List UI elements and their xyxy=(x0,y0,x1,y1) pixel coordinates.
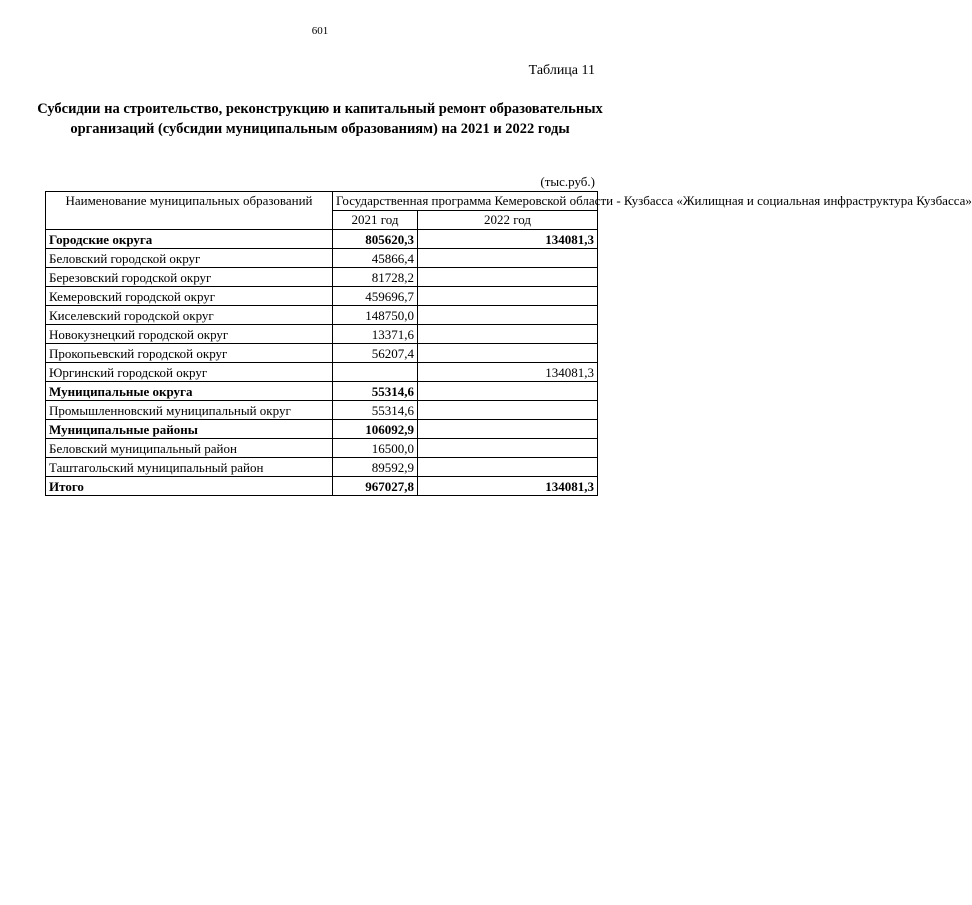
table-row xyxy=(46,344,598,363)
table-row xyxy=(46,306,598,325)
value-2021-cell: 55314,6 xyxy=(333,382,418,401)
municipality-name-cell: Новокузнецкий городской округ xyxy=(46,325,333,344)
municipality-name-cell: Муниципальные округа xyxy=(46,382,333,401)
page-title: Субсидии на строительство, реконструкцию и капитальный ремонт образовательных организаций (субсидии муниципальным образованиям) на 2021 и 2022 годы xyxy=(37,101,603,137)
value-2021-cell: 967027,8 xyxy=(333,477,418,496)
municipality-name-cell: Промышленновский муниципальный округ xyxy=(46,401,333,420)
value-2022-cell: 134081,3 xyxy=(418,363,598,382)
value-2022-cell: 134081,3 xyxy=(418,477,598,496)
table-row xyxy=(46,477,598,496)
value-2021-cell: 55314,6 xyxy=(333,401,418,420)
value-2022-cell xyxy=(418,325,598,344)
value-2022-cell xyxy=(418,287,598,306)
table-row xyxy=(46,230,598,249)
subsidies-table xyxy=(45,191,972,496)
value-2022-cell xyxy=(418,439,598,458)
value-2021-cell: 56207,4 xyxy=(333,344,418,363)
table-row xyxy=(46,382,598,401)
table-row xyxy=(46,401,598,420)
value-2022-cell xyxy=(418,344,598,363)
municipality-name-cell: Юргинский городской округ xyxy=(46,363,333,382)
municipality-name-cell: Беловский городской округ xyxy=(46,249,333,268)
header-program-column: Государственная программа Кемеровской области - Кузбасса «Жилищная и социальная инфраструктура Кузбасса» xyxy=(333,192,598,211)
table-row xyxy=(46,249,598,268)
table-row xyxy=(46,420,598,439)
value-2021-cell: 805620,3 xyxy=(333,230,418,249)
value-2022-cell xyxy=(418,420,598,439)
value-2021-cell: 45866,4 xyxy=(333,249,418,268)
value-2021-cell: 89592,9 xyxy=(333,458,418,477)
value-2021-cell: 16500,0 xyxy=(333,439,418,458)
municipality-name-cell: Городские округа xyxy=(46,230,333,249)
municipality-name-cell: Таштагольский муниципальный район xyxy=(46,458,333,477)
table-body xyxy=(46,230,598,496)
value-2022-cell xyxy=(418,382,598,401)
value-2022-cell xyxy=(418,249,598,268)
municipality-name-cell: Муниципальные районы xyxy=(46,420,333,439)
header-year-2022: 2022 год xyxy=(418,211,598,230)
table-row xyxy=(46,287,598,306)
value-2021-cell xyxy=(333,363,418,382)
table-row xyxy=(46,363,598,382)
table-row xyxy=(46,458,598,477)
municipality-name-cell: Итого xyxy=(46,477,333,496)
value-2022-cell: 134081,3 xyxy=(418,230,598,249)
value-2022-cell xyxy=(418,401,598,420)
value-2022-cell xyxy=(418,306,598,325)
value-2021-cell: 81728,2 xyxy=(333,268,418,287)
municipality-name-cell: Прокопьевский городской округ xyxy=(46,344,333,363)
table-row xyxy=(46,268,598,287)
table-number: Таблица 11 xyxy=(528,63,595,78)
municipality-name-cell: Кемеровский городской округ xyxy=(46,287,333,306)
header-year-2021: 2021 год xyxy=(333,211,418,230)
value-2021-cell: 13371,6 xyxy=(333,325,418,344)
units-label: (тыс.руб.) xyxy=(540,174,595,189)
table-row xyxy=(46,439,598,458)
table-row xyxy=(46,325,598,344)
municipality-name-cell: Беловский муниципальный район xyxy=(46,439,333,458)
municipality-name-cell: Березовский городской округ xyxy=(46,268,333,287)
municipality-name-cell: Киселевский городской округ xyxy=(46,306,333,325)
header-name-column: Наименование муниципальных образований xyxy=(46,192,333,230)
value-2021-cell: 459696,7 xyxy=(333,287,418,306)
value-2021-cell: 106092,9 xyxy=(333,420,418,439)
value-2021-cell: 148750,0 xyxy=(333,306,418,325)
page-number: 601 xyxy=(311,25,329,37)
value-2022-cell xyxy=(418,268,598,287)
value-2022-cell xyxy=(418,458,598,477)
